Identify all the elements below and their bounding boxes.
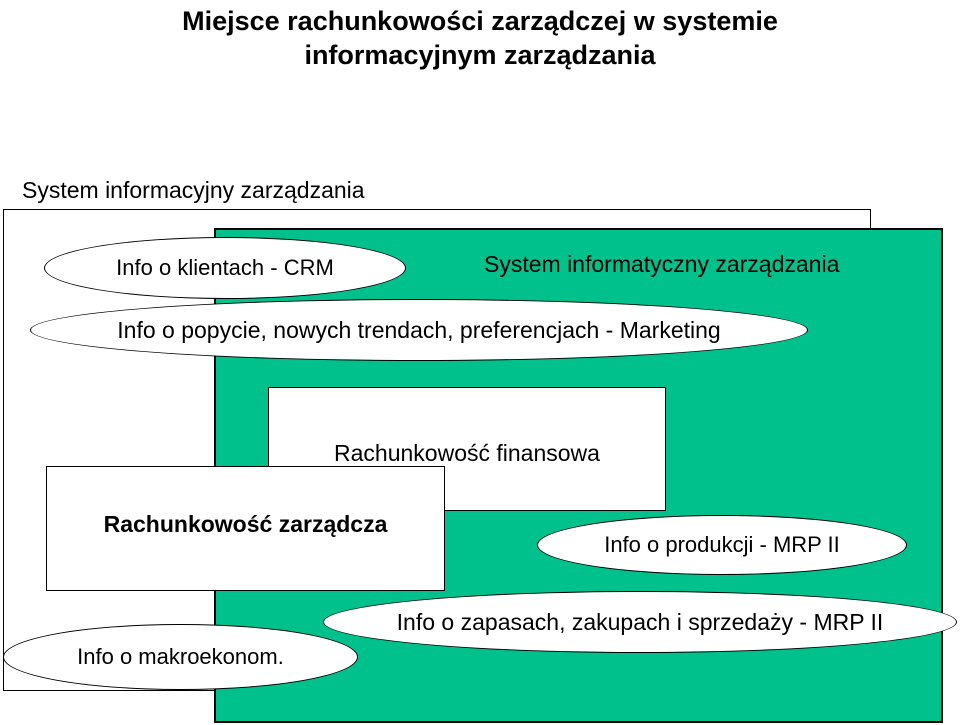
financial-accounting-label: Rachunkowość finansowa — [334, 440, 600, 466]
macro-label: Info o makroekonom. — [77, 644, 284, 669]
it-system-label: System informatyczny zarządzania — [484, 251, 840, 277]
crm-ellipse — [44, 237, 406, 299]
information-system-label: System informacyjny zarządzania — [22, 177, 365, 203]
production-mrp-ellipse — [537, 515, 907, 575]
title-line-1: Miejsce rachunkowości zarządczej w systemie — [182, 6, 778, 36]
marketing-ellipse — [30, 299, 808, 361]
management-accounting-label: Rachunkowość zarządcza — [103, 511, 388, 537]
crm-label: Info o klientach - CRM — [116, 255, 334, 280]
page-title — [0, 4, 960, 72]
inventory-mrp-ellipse — [323, 591, 957, 653]
inventory-mrp-label: Info o zapasach, zakupach i sprzedaży - MRP II — [396, 608, 884, 635]
title-line-2: informacyjnym zarządzania — [304, 40, 656, 70]
production-mrp-label: Info o produkcji - MRP II — [604, 532, 840, 557]
marketing-label: Info o popycie, nowych trendach, preferencjach - Marketing — [117, 316, 721, 343]
macro-ellipse — [3, 624, 358, 690]
